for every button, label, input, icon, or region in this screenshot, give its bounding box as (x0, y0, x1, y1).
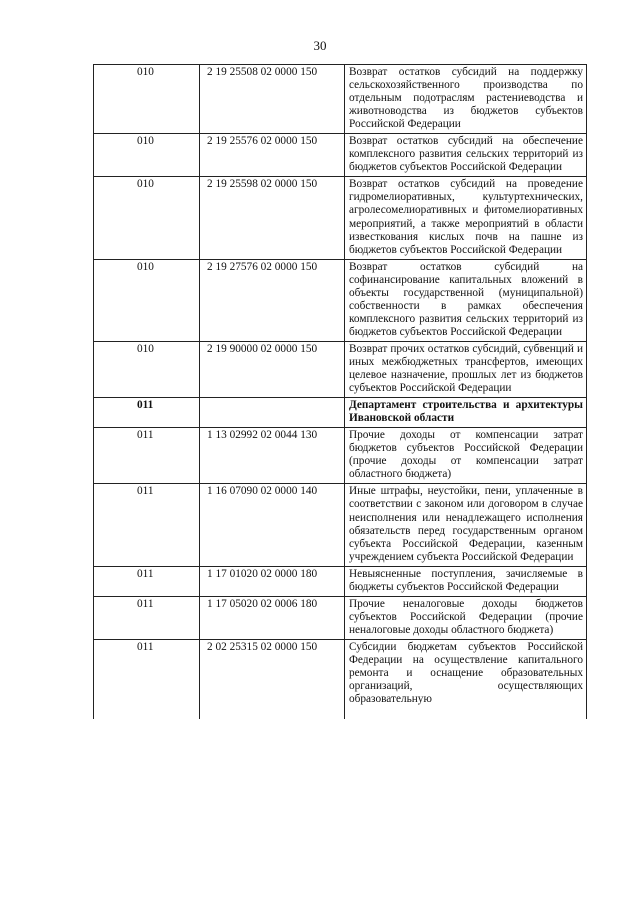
kbk-code-cell: 2 02 25315 02 0000 150 (200, 639, 345, 719)
kbk-code-cell: 2 19 90000 02 0000 150 (200, 341, 345, 397)
admin-code-cell: 010 (94, 134, 200, 177)
admin-code-cell: 010 (94, 341, 200, 397)
kbk-code-cell: 1 17 05020 02 0006 180 (200, 596, 345, 639)
kbk-code-cell: 2 19 27576 02 0000 150 (200, 259, 345, 341)
table-row (94, 341, 587, 397)
table-row (94, 65, 587, 134)
description-cell: Возврат остатков субсидий на проведение гидромелиоративных, культуртехнических, агролесомелиоративных и фитомелиоративных мероприятий, а также мероприятий в области известкования кислых почв на пашне из бюджетов субъектов Российской Федерации (345, 177, 587, 259)
admin-code-cell: 011 (94, 596, 200, 639)
kbk-code-cell (200, 398, 345, 428)
description-cell: Возврат остатков субсидий на поддержку сельскохозяйственного производства по отдельным подотраслям растениеводства и животноводства из бюджетов субъектов Российской Федерации (345, 65, 587, 134)
description-cell: Возврат прочих остатков субсидий, субвенций и иных межбюджетных трансфертов, имеющих целевое назначение, прошлых лет из бюджетов субъектов Российской Федерации (345, 341, 587, 397)
table-row (94, 428, 587, 484)
admin-code-cell: 011 (94, 398, 200, 428)
description-cell: Возврат остатков субсидий на обеспечение комплексного развития сельских территорий из бюджетов субъектов Российской Федерации (345, 134, 587, 177)
admin-code-cell: 010 (94, 65, 200, 134)
description-cell: Прочие доходы от компенсации затрат бюджетов субъектов Российской Федерации (прочие доходы от компенсации затрат областного бюджета) (345, 428, 587, 484)
table-row (94, 639, 587, 719)
admin-code-cell: 011 (94, 639, 200, 719)
page-number: 30 (313, 38, 327, 53)
admin-code-cell: 011 (94, 566, 200, 596)
admin-code-cell: 011 (94, 484, 200, 566)
table-row (94, 134, 587, 177)
kbk-code-cell: 1 13 02992 02 0044 130 (200, 428, 345, 484)
table-row (94, 177, 587, 259)
kbk-code-cell: 1 16 07090 02 0000 140 (200, 484, 345, 566)
kbk-code-cell: 2 19 25576 02 0000 150 (200, 134, 345, 177)
description-cell: Субсидии бюджетам субъектов Российской Федерации на осуществление капитального ремонта и оснащение образовательных организаций, осуществляющих образовательную (345, 639, 587, 719)
admin-code-cell: 010 (94, 259, 200, 341)
kbk-code-cell: 2 19 25508 02 0000 150 (200, 65, 345, 134)
kbk-code-cell: 2 19 25598 02 0000 150 (200, 177, 345, 259)
table-row (94, 259, 587, 341)
department-header-row (94, 398, 587, 428)
department-name-cell: Департамент строительства и архитектуры Ивановской области (345, 398, 587, 428)
table-row (94, 484, 587, 566)
kbk-code-cell: 1 17 01020 02 0000 180 (200, 566, 345, 596)
budget-classification-table (93, 64, 587, 719)
table-row (94, 566, 587, 596)
description-cell: Невыясненные поступления, зачисляемые в бюджеты субъектов Российской Федерации (345, 566, 587, 596)
table-row (94, 596, 587, 639)
admin-code-cell: 011 (94, 428, 200, 484)
description-cell: Иные штрафы, неустойки, пени, уплаченные в соответствии с законом или договором в случае неисполнения или ненадлежащего исполнения обязательств перед государственным органом субъекта Российской Федерации, казенным учреждением субъекта Российской Федерации (345, 484, 587, 566)
description-cell: Возврат остатков субсидий на софинансирование капитальных вложений в объекты государственной (муниципальной) собственности в рамках обеспечения комплексного развития сельских территорий из бюджетов субъектов Российской Федерации (345, 259, 587, 341)
description-cell: Прочие неналоговые доходы бюджетов субъектов Российской Федерации (прочие неналоговые доходы областного бюджета) (345, 596, 587, 639)
admin-code-cell: 010 (94, 177, 200, 259)
